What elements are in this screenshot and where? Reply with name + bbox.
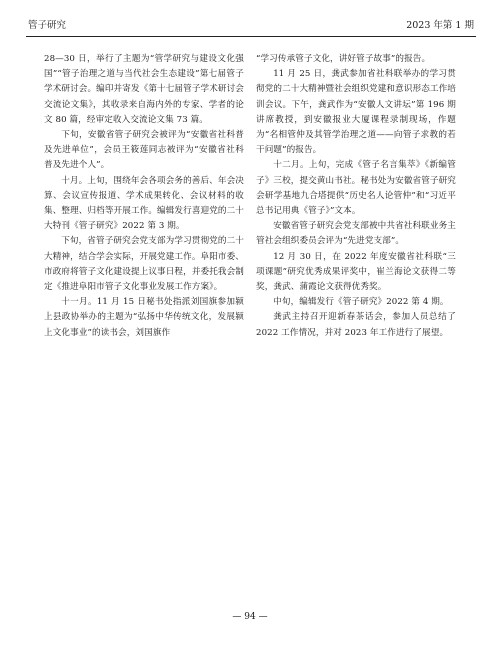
left-column: [44, 52, 244, 341]
running-header: [26, 18, 476, 37]
paragraph: 下旬，省管子研究会党支部为学习贯彻党的二十大精神，结合学会实际，开展党建工作。阜阳市委、市政府将管子文化建设提上议事日程，并委托我会制定《推进阜阳市管子文化事业发展工作方案》。: [44, 236, 244, 293]
journal-title: 管子研究: [28, 20, 67, 31]
page-number: — 94 —: [232, 612, 268, 622]
paragraph: 28—30 日，举行了主题为“管学研究与建设文化强国”“管子治理之道与当代社会生态建设”第七届管子学术研讨会。编印并寄发《第十七届管子学术研讨会交流论文集》，其收录来自海内外的专家、学者的论文 80 篇，经审定收入交流论文集 73 篇。: [44, 54, 244, 125]
paragraph: 十一月。11 月 15 日秘书处指派刘国旗参加颍上县政协举办的主题为“弘扬中华传统文化，发展颍上文化事业”的读书会，刘国旗作: [44, 297, 244, 338]
paragraph: 11 月 25 日，龚武参加省社科联举办的学习贯彻党的二十大精神暨社会组织党建和意识形态工作培训会议。下午，龚武作为“安徽人文讲坛”第 196 期讲席教授，到安徽报业大厦课程录制现场，作题为“名相管仲及其管学治理之道——向管子求教的若干问题”的报告。: [256, 69, 456, 156]
paragraph: 安徽省管子研究会党支部被中共省社科联业务主管社会组织委员会评为“先进党支部”。: [256, 221, 456, 247]
right-column: [256, 52, 456, 341]
paragraph: 十二月。上旬，完成《管子名言集萃》《新编管子》三校，提交黄山书社。秘书处为安徽省管子研究会研学基地九合塔提供“历史名人论管仲”和“习近平总书记用典《管子》”文本。: [256, 160, 456, 217]
paragraph: 十月。上旬，围绕年会各项会务的善后、年会决算、会议宣传报道、学术成果转化、会议材料的收集、整理、归档等开展工作。编辑发行喜迎党的二十大特刊《管子研究》2022 第 3 期。: [44, 175, 244, 232]
paragraph: 中旬，编辑发行《管子研究》2022 第 4 期。: [273, 297, 449, 308]
paragraph: 龚武主持召开迎新春茶话会，参加人员总结了 2022 工作情况，并对 2023 年工作进行了展望。: [256, 312, 456, 338]
paragraph: 下旬，安徽省管子研究会被评为“安徽省社科普及先进单位”，会员王筱莲同志被评为“安徽省社科普及先进个人”。: [44, 130, 244, 171]
paragraph: 12 月 30 日，在 2022 年度安徽省社科联“三项课题”研究优秀成果评奖中，崔兰海论文获得二等奖，龚武、蒲霞论文获得优秀奖。: [256, 251, 456, 293]
issue-label: 2023 年第 1 期: [406, 20, 474, 31]
paragraph: “学习传承管子文化，讲好管子故事”的报告。: [256, 54, 431, 64]
